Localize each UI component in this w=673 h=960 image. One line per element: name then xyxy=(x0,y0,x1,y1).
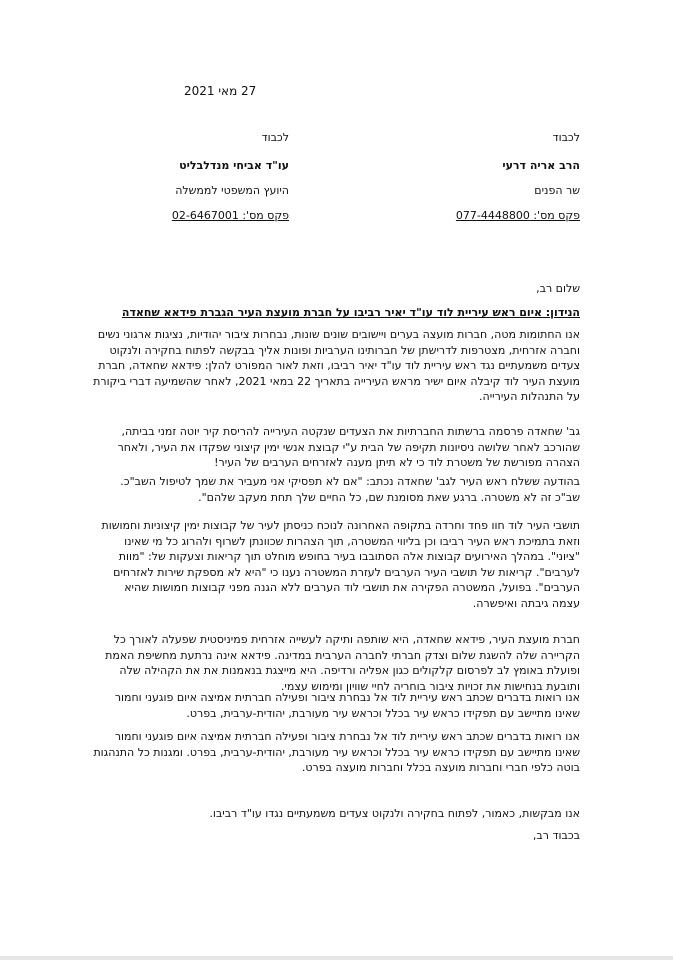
recipient-left-to-label: לכבוד xyxy=(261,131,289,144)
recipient-right-title: שר הפנים xyxy=(534,184,580,197)
letter-date: 27 מאי 2021 xyxy=(184,84,257,98)
paragraph-wall-demolition: גב' שחאדה פרסמה ברשתות החברתיות את הצעדים שנקטה העירייה להריסת קיר יוטה זמני בביתה, שהורכב לאחר שלושה ניסיונות תקיפה של הבית ע"י קבוצת אנשי ימין קיצוני שפקדו את העיר, ולאחר הצהרה מפורשת של משטרת לוד כי לא תיתן מענה לאזרחים הערבים של העיר! xyxy=(117,425,580,469)
recipient-left-fax: פקס מס': 02-6467001 xyxy=(171,209,289,222)
paragraph-condemnation-1: אנו רואות בדברים שכתב ראש עיריית לוד אל נבחרת ציבור ופעילה חברתית אמיצה איום פוגעני וחמור שאינו מתיישב עם תפקידו כראש עיר בכלל וכראש עיר מעורבת, יהודית-ערבית, בפרט. xyxy=(114,691,580,720)
recipient-right-to-label: לכבוד xyxy=(552,131,580,144)
recipient-left-name: עו"ד אביחי מנדלבליט xyxy=(179,159,289,172)
paragraph-intro: אנו החתומות מטה, חברות מועצה בערים ויישובים שונים שונות, נבחרות ציבור יהודיות, נציגות ארגוני נשים וחברה אזרחית, מצטרפות לדרישתן של חברותינו הערביות ופונות אליך בבקשה לפתוח בחקירה ולנקוט צעדים משמעתיים נגד ראש עיריית לוד עו"ד יאיר רביבו, וזאת לאור המפורט להלן: פידאא שחאדה, חברת מועצת העיר לוד קיבלה איום ישיר מראש העירייה בתאריך 22 במאי 2021, לאחר שהשמיעה דברי ביקורת על התנהלות העירייה. xyxy=(93,328,580,403)
letter-subject: הנידון: איום ראש עיריית לוד עו"ד יאיר רביבו על חברת מועצת העיר הגברת פידאא שחאדה xyxy=(121,306,580,319)
recipient-right-name: הרב אריה דרעי xyxy=(502,159,580,172)
closing-request: אנו מבקשות, כאמור, לפתוח בחקירה ולנקוט צעדים משמעתיים נגדו עו"ד רביבו. xyxy=(209,807,580,820)
paragraph-threat-quote: בהודעה ששלח ראש העיר לגב' שחאדה נכתב: "אם לא תפסיקי אני מעביר את שמך לטיפול השב"כ. שב"כ זה לא משטרה. ברגע שאת מסומנת שם, כל החיים שלך תחת מעקב שלהם". xyxy=(120,475,580,504)
paragraph-council-member: חברת מועצת העיר, פידאא שחאדה, היא שותפה ותיקה לעשייה אזרחית פמיניסטית שפעלה לאורך כל הקריירה שלה להשגת שלום וצדק חברתי לחברה הערבית במדינה. פידאא אינה נרתעת מחשיפת האמת ופועלת באומץ לב לפרסום קלקולים כגון אפליה ורדיפה. היא מייצגת בנאמנות את את הקהילה שלה ותובעת בנחישות את זכויות ציבור בוחריה לחיי שוויון ומימוש עצמי. xyxy=(105,633,580,693)
recipient-left-title: היועץ המשפטי לממשלה xyxy=(175,184,289,197)
signoff: בכבוד רב, xyxy=(532,829,580,842)
paragraph-condemnation-2: אנו רואות בדברים שכתב ראש עיריית לוד אל נבחרת ציבור ופעילה חברתית אמיצה איום פוגעני וחמור שאינו מתיישב עם תפקידו כראש עיר בכלל וכראש עיר מעורבת, יהודית-ערבית, בפרט. ומגנות כל התנהגות בוטה כלפי חברי וחברות מועצה בכלל וחברות מועצה בפרט. xyxy=(93,730,580,774)
greeting: שלום רב, xyxy=(536,282,580,295)
paragraph-city-events: תושבי העיר לוד חוו פחד וחרדה בתקופה האחרונה לנוכח כניסתן לעיר של קבוצות ימין קיצוניות וחמושות וזאת בתמיכת ראש העיר רביבו וכן בליווי המשטרה, תוך הצהרות שכוונתן לשרוף ולהרוג כל מי שאינו "ציוני". במהלך האירועים קבוצות אלה הסתובבו בעיר בחופש מוחלט תוך קריאות וצעקות של: "מוות לערבים". קריאות של תושבי העיר הערבים לעזרת המשטרה נענו כי "היא לא מספקת שירות לאזרחים הערבים". בפועל, המשטרה הפקירה את תושבי לוד הערבים ללא הגנה מפני קבוצות חמושות שהיא עצמה גיבתה ואיפשרה. xyxy=(101,519,580,610)
recipient-right-fax: פקס מס': 077-4448800 xyxy=(455,209,580,222)
